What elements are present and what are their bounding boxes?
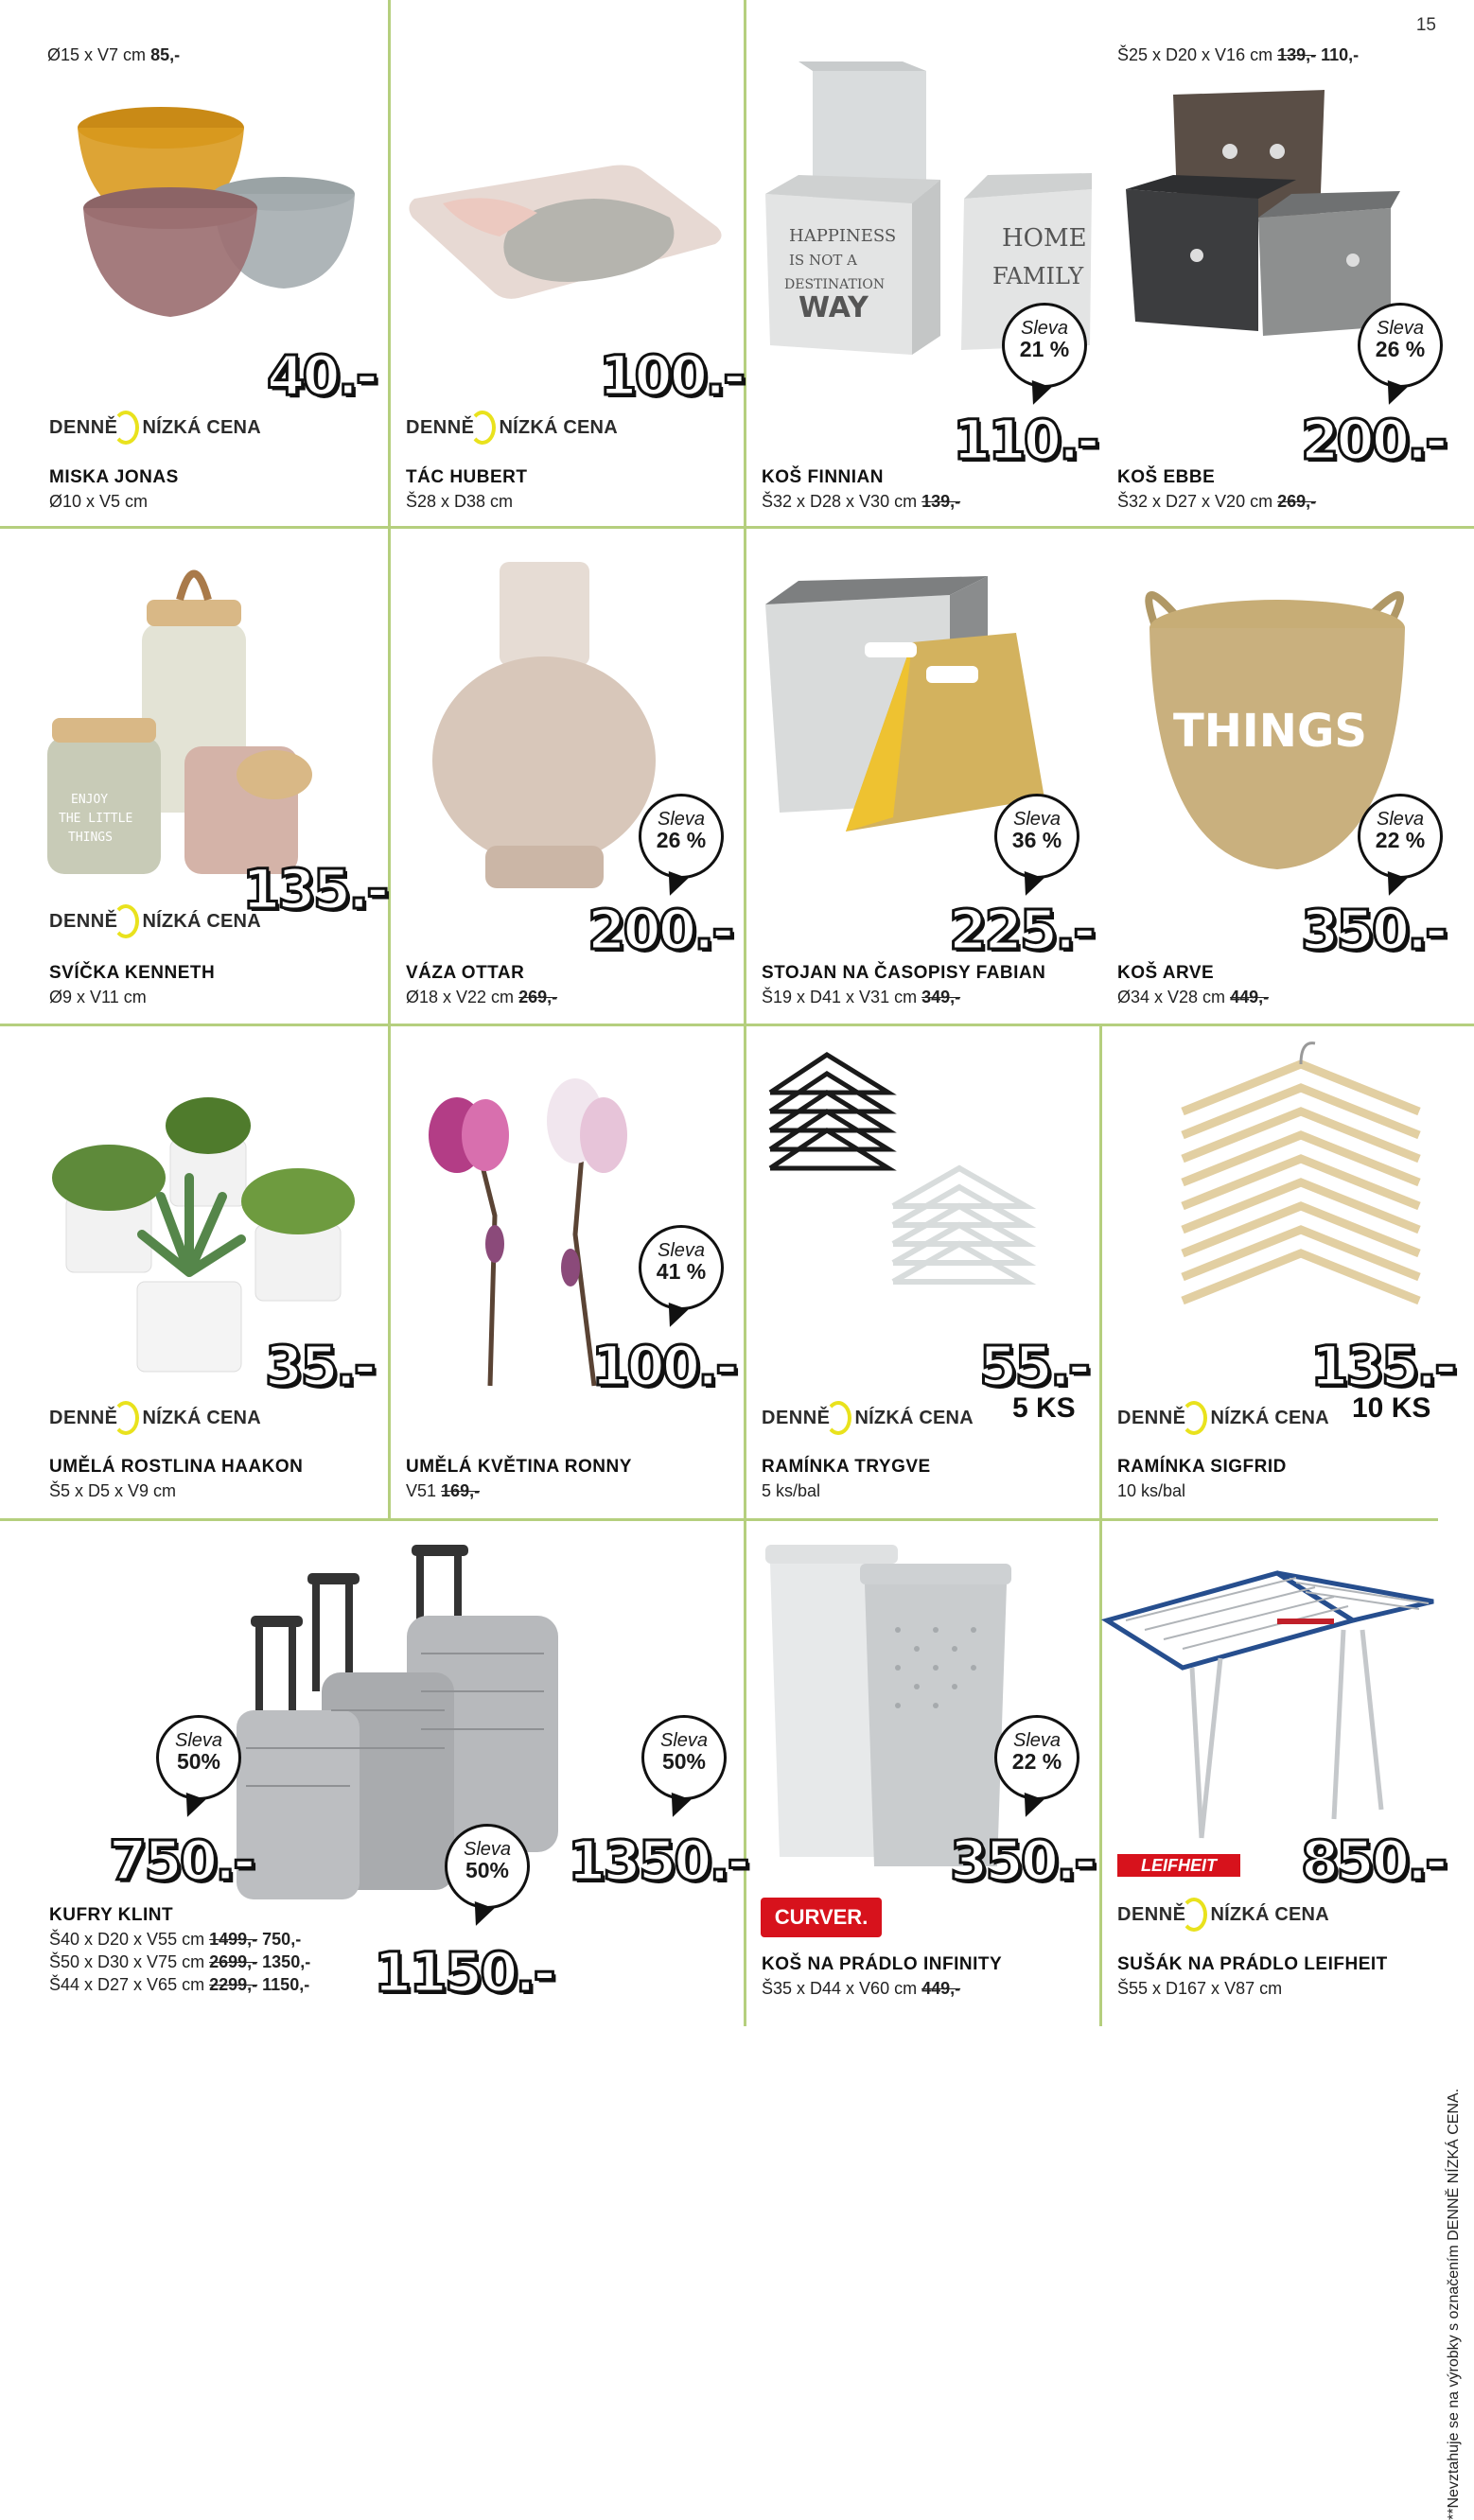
svg-text:THINGS: THINGS (68, 831, 113, 845)
page-number: 15 (1415, 15, 1436, 35)
basket-print: THINGS (1173, 705, 1367, 758)
product-title: KUFRY KLINT (49, 1905, 174, 1925)
product-kos-arve[interactable] (1102, 529, 1474, 1024)
price: 200.- (1301, 408, 1446, 472)
product-dimensions: Š28 x D38 cm (406, 492, 514, 511)
product-svicka-kenneth[interactable] (0, 529, 388, 1024)
product-title: KOŠ EBBE (1117, 467, 1216, 487)
product-title: VÁZA OTTAR (406, 963, 525, 983)
product-kufry-klint[interactable] (0, 1521, 747, 2026)
product-title: TÁC HUBERT (406, 467, 528, 487)
product-vaza-ottar[interactable] (391, 529, 744, 1024)
svg-text:WAY: WAY (798, 291, 869, 324)
price: 135.- (1310, 1334, 1455, 1398)
succulents-image (47, 1083, 369, 1376)
price: 350.- (950, 1829, 1095, 1893)
product-title: MISKA JONAS (49, 467, 179, 487)
price: 100.- (599, 343, 744, 408)
price-medium: 1150.- (374, 1940, 553, 2004)
product-tac-hubert[interactable] (391, 0, 744, 526)
product-susak-leifheit[interactable] (1102, 1521, 1446, 2026)
footnote: **Nevztahuje se na výrobky s označením DENNĚ NÍZKÁ CENA. (1446, 2088, 1462, 2520)
product-kvetina-ronny[interactable] (391, 1026, 744, 1518)
curver-logo: CURVER. (761, 1898, 882, 1937)
product-dimensions: Š35 x D44 x V60 cm 449,- (762, 1979, 961, 1998)
svg-text:DESTINATION: DESTINATION (784, 277, 886, 292)
denne-nizka-cena-logo: DENNĚ NÍZKÁ CENA (1117, 1898, 1329, 1932)
discount-badge: Sleva 26 % (1358, 303, 1443, 388)
leifheit-logo: LEIFHEIT (1117, 1854, 1240, 1877)
product-dimensions: Š55 x D167 x V87 cm (1117, 1979, 1283, 1998)
product-dimensions: V51 169,- (406, 1481, 481, 1500)
discount-badge: Sleva 41 % (639, 1225, 724, 1310)
svg-text:ENJOY: ENJOY (71, 793, 109, 807)
size-line-large: Š50 x D30 x V75 cm 2699,- 1350,- (49, 1952, 311, 1971)
product-title: SUŠÁK NA PRÁDLO LEIFHEIT (1117, 1954, 1388, 1974)
price: 350.- (1301, 898, 1446, 962)
product-kos-ebbe[interactable] (1102, 0, 1474, 526)
quantity: 10 KS (1352, 1392, 1431, 1424)
product-miska-jonas[interactable] (0, 0, 388, 526)
product-kos-infinity[interactable] (746, 1521, 1099, 2026)
product-title: RAMÍNKA SIGFRID (1117, 1457, 1287, 1477)
denne-nizka-cena-logo: DENNĚ NÍZKÁ CENA (1117, 1401, 1329, 1435)
wooden-hangers-image (1173, 1036, 1429, 1329)
product-dimensions: Š19 x D41 x V31 cm 349,- (762, 988, 961, 1006)
svg-text:THE LITTLE: THE LITTLE (59, 812, 133, 826)
vase-image (429, 562, 656, 893)
top-dimension: Š25 x D20 x V16 cm 139,- 110,- (1117, 45, 1360, 64)
svg-text:HOME: HOME (1002, 224, 1087, 253)
product-dimensions: Š5 x D5 x V9 cm (49, 1481, 177, 1500)
discount-badge-small: Sleva 50% (156, 1715, 241, 1800)
price: 100.- (591, 1334, 736, 1398)
product-dimensions: Ø18 x V22 cm 269,- (406, 988, 558, 1006)
price: 200.- (588, 898, 732, 962)
product-title: KOŠ FINNIAN (762, 467, 884, 487)
price-large: 1350.- (568, 1829, 747, 1893)
svg-text:IS NOT A: IS NOT A (789, 252, 857, 269)
product-raminka-sigfrid[interactable] (1102, 1026, 1474, 1518)
product-title: STOJAN NA ČASOPISY FABIAN (762, 963, 1046, 983)
product-dimensions: Š32 x D28 x V30 cm 139,- (762, 492, 961, 511)
tray-image (405, 161, 727, 303)
denne-nizka-cena-logo: DENNĚ NÍZKÁ CENA (49, 411, 261, 445)
denne-nizka-cena-logo: DENNĚ NÍZKÁ CENA (762, 1401, 974, 1435)
price: 55.- (979, 1334, 1088, 1398)
product-dimensions: Ø34 x V28 cm 449,- (1117, 988, 1270, 1006)
candles-image (38, 548, 378, 879)
price: 40.- (267, 343, 376, 408)
laundry-baskets-image (765, 1535, 1078, 1876)
product-dimensions: Ø9 x V11 cm (49, 988, 147, 1006)
drying-rack-image (1107, 1564, 1433, 1847)
price: 110.- (953, 408, 1097, 472)
price: 35.- (265, 1334, 374, 1398)
discount-badge: Sleva 22 % (994, 1715, 1079, 1800)
product-title: UMĚLÁ ROSTLINA HAAKON (49, 1457, 304, 1477)
denne-nizka-cena-logo: DENNĚ NÍZKÁ CENA (49, 904, 261, 938)
discount-badge: Sleva 21 % (1002, 303, 1087, 388)
discount-badge: Sleva 36 % (994, 794, 1079, 879)
product-title: UMĚLÁ KVĚTINA RONNY (406, 1457, 632, 1477)
quantity: 5 KS (1012, 1392, 1076, 1424)
product-kos-finnian[interactable] (746, 0, 1102, 526)
discount-badge-large: Sleva 50% (641, 1715, 727, 1800)
product-title: SVÍČKA KENNETH (49, 963, 216, 983)
denne-nizka-cena-logo: DENNĚ NÍZKÁ CENA (406, 411, 618, 445)
top-dimension: Ø15 x V7 cm 85,- (47, 45, 181, 64)
svg-text:FAMILY: FAMILY (992, 263, 1084, 289)
discount-badge-medium: Sleva 50% (445, 1824, 530, 1909)
product-dimensions: 10 ks/bal (1117, 1481, 1186, 1500)
black-white-hangers-image (761, 1036, 1092, 1320)
product-stojan-fabian[interactable] (746, 529, 1102, 1024)
baskets-image (1116, 85, 1438, 341)
product-rostlina-haakon[interactable] (0, 1026, 388, 1518)
product-dimensions: Š32 x D27 x V20 cm 269,- (1117, 492, 1317, 511)
suitcases-image (218, 1540, 596, 1918)
discount-badge: Sleva 22 % (1358, 794, 1443, 879)
product-raminka-trygve[interactable] (746, 1026, 1102, 1518)
product-title: KOŠ ARVE (1117, 963, 1215, 983)
price: 850.- (1301, 1829, 1446, 1893)
price: 225.- (949, 898, 1094, 962)
size-line-small: Š40 x D20 x V55 cm 1499,- 750,- (49, 1930, 302, 1949)
svg-text:HAPPINESS: HAPPINESS (789, 226, 897, 246)
bowls-image (66, 104, 360, 322)
size-line-medium: Š44 x D27 x V65 cm 2299,- 1150,- (49, 1975, 310, 1994)
denne-nizka-cena-logo: DENNĚ NÍZKÁ CENA (49, 1401, 261, 1435)
discount-badge: Sleva 26 % (639, 794, 724, 879)
price: 135.- (242, 857, 387, 921)
price-small: 750.- (109, 1829, 254, 1893)
product-title: KOŠ NA PRÁDLO INFINITY (762, 1954, 1003, 1974)
product-dimensions: 5 ks/bal (762, 1481, 821, 1500)
product-dimensions: Ø10 x V5 cm (49, 492, 149, 511)
product-title: RAMÍNKA TRYGVE (762, 1457, 931, 1477)
